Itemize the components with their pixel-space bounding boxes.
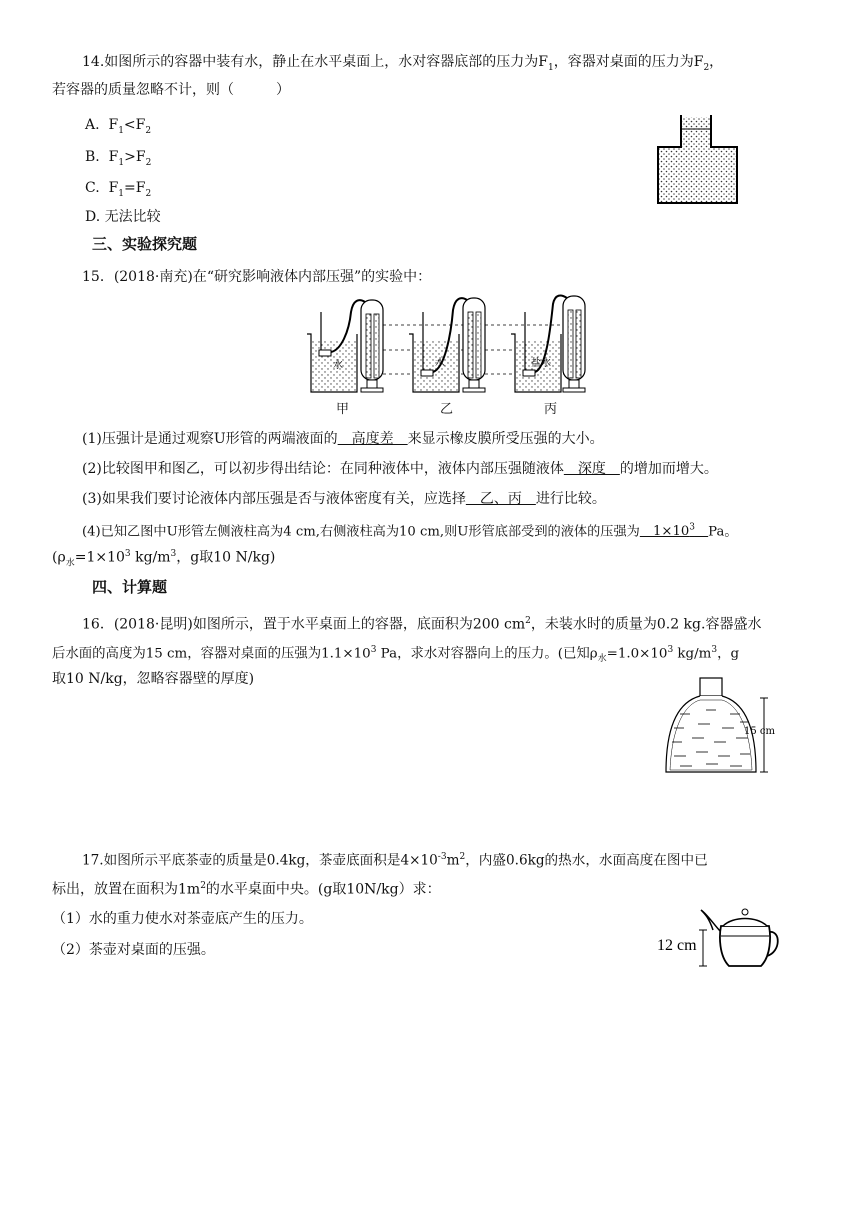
q14-option-b[interactable]: B. $F_1>F_2$ bbox=[85, 149, 152, 168]
q17-line1: 17.如图所示平底茶壶的质量是0.4kg，茶壶底面积是$4\times 10^{-3}m^2$，内盛0.6kg的热水，水面高度在图中已 bbox=[82, 852, 708, 869]
q15-part1: (1)压强计是通过观察U形管的两端液面的 高度差 来显示橡皮膜所受压强的大小。 bbox=[82, 431, 604, 447]
q15-part4-given: ($\rho_水=1\times 10^3$ $kg/m^3$，g取10 N/kg) bbox=[52, 549, 276, 569]
q14-option-a[interactable]: A. $F_1<F_2$ bbox=[85, 117, 152, 136]
q14-line2: 若容器的质量忽略不计，则（ ） bbox=[52, 82, 290, 98]
q17-line2: 标出，放置在面积为$1m^2$的水平桌面中央。(g取10N/kg）求： bbox=[52, 881, 441, 898]
q17-sub1: （1）水的重力使水对茶壶底产生的压力。 bbox=[52, 911, 313, 927]
q16-line3: 取10 N/kg，忽略容器壁的厚度) bbox=[52, 671, 255, 687]
q14-option-d[interactable]: D. 无法比较 bbox=[85, 209, 161, 225]
caption-yi: 乙 bbox=[440, 402, 454, 417]
label-saltwater-bing: 盐水 bbox=[531, 358, 551, 369]
caption-bing: 丙 bbox=[544, 402, 558, 417]
q14-container-figure bbox=[655, 115, 740, 207]
q15-intro: 15．(2018·南充)在“研究影响液体内部压强”的实验中： bbox=[82, 269, 432, 285]
q15-part2: (2)比较图甲和图乙，可以初步得出结论：在同种液体中，液体内部压强随液体 深度 的增加而增大。 bbox=[82, 461, 718, 477]
label-water-jia: 水 bbox=[333, 360, 343, 371]
q17-height-label: 12 cm bbox=[657, 937, 697, 954]
q16-height-label: 15 cm bbox=[744, 726, 775, 737]
apparatus-jia bbox=[307, 300, 383, 392]
apparatus-yi bbox=[409, 298, 485, 392]
label-water-yi: 水 bbox=[435, 358, 445, 369]
q17-sub2: （2）茶壶对桌面的压强。 bbox=[52, 942, 215, 958]
section-3-heading: 三、实验探究题 bbox=[92, 235, 198, 253]
caption-jia: 甲 bbox=[336, 402, 350, 417]
q16-container-figure bbox=[660, 676, 780, 776]
apparatus-bing bbox=[511, 296, 585, 392]
q15-part4: (4)已知乙图中U形管左侧液柱高为4 cm,右侧液柱高为10 cm,则U形管底部受到的液体的压强为 $1\times 10^3$ Pa。 bbox=[82, 523, 738, 540]
q14-option-c[interactable]: C. $F_1=F_2$ bbox=[85, 180, 152, 199]
q16-line2: 后水面的高度为15 cm，容器对桌面的压强为$1.1\times 10^3$ Pa，求水对容器向上的压力。(已知$\rho_水=1.0\times 10^3$ $kg/m^3$，g bbox=[52, 645, 740, 665]
q14-line1: 14.如图所示的容器中装有水，静止在水平桌面上，水对容器底部的压力为$F_1$，容器对桌面的压力为$F_2$， bbox=[82, 54, 724, 73]
q17-teapot-figure bbox=[655, 900, 785, 972]
q15-part3: (3)如果我们要讨论液体内部压强是否与液体密度有关，应选择 乙、丙 进行比较。 bbox=[82, 491, 606, 507]
section-4-heading: 四、计算题 bbox=[92, 578, 168, 596]
q16-line1: 16．(2018·昆明)如图所示，置于水平桌面上的容器，底面积为200 $cm^2$，未装水时的质量为0.2 kg.容器盛水 bbox=[82, 616, 762, 633]
